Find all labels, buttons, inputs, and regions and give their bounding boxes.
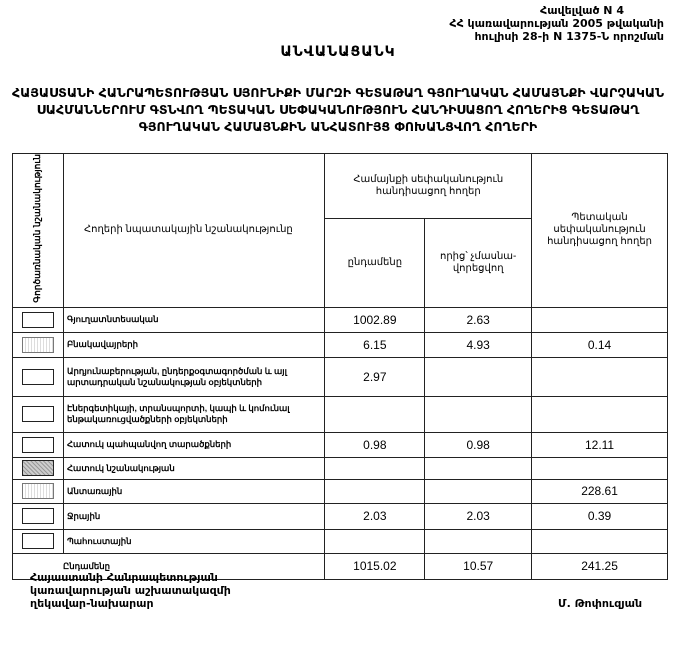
community-of-which [425, 529, 532, 553]
community-total: 2.03 [325, 503, 425, 529]
table-row [13, 307, 668, 332]
signature-line-1: Հայաստանի Հանրապետության [30, 571, 218, 584]
legend-cell [13, 432, 64, 457]
table-row [13, 457, 668, 479]
community-of-which [425, 457, 532, 479]
community-total: 0.98 [325, 432, 425, 457]
table-row [13, 396, 668, 432]
annex-date: հուլիսի 28-ի N 1375-Ն որոշման [474, 30, 664, 43]
annex-reference [449, 4, 664, 43]
header-state: Պետական սեփականություն հանդիսացող հողեր [532, 154, 668, 308]
land-purpose: Պահուստային [63, 529, 324, 553]
land-purpose: Գյուղատնտեսական [63, 307, 324, 332]
header-of-which: որից՝ չմասնա-վորեցվող [425, 219, 532, 307]
legend-cell [13, 529, 64, 553]
state-land: 12.11 [532, 432, 668, 457]
totals-state: 241.25 [532, 553, 668, 579]
community-total [325, 479, 425, 503]
land-table [12, 153, 668, 580]
land-purpose: Բնակավայրերի [63, 332, 324, 357]
annex-decree: ՀՀ կառավարության 2005 թվականի [449, 17, 664, 30]
header-purpose: Հողերի նպատակային նշանակությունը [63, 154, 324, 308]
community-of-which: 0.98 [425, 432, 532, 457]
legend-swatch [22, 437, 54, 453]
totals-label: Ընդամենը [13, 553, 325, 579]
legend-swatch [22, 406, 54, 422]
legend-swatch [22, 337, 54, 353]
header-total: ընդամենը [325, 219, 425, 307]
signature-line-2: կառավարության աշխատակազմի [30, 584, 231, 597]
legend-swatch [22, 533, 54, 549]
table-row [13, 503, 668, 529]
table-row [13, 332, 668, 357]
signer-name: Մ. Թոփուզյան [558, 597, 643, 610]
community-of-which [425, 479, 532, 503]
legend-swatch [22, 369, 54, 385]
legend-swatch [22, 483, 54, 499]
community-total [325, 529, 425, 553]
legend-cell [13, 357, 64, 396]
community-of-which: 4.93 [425, 332, 532, 357]
community-of-which [425, 357, 532, 396]
legend-swatch [22, 460, 54, 476]
signature-line-3: ղեկավար-նախարար [30, 597, 154, 610]
land-purpose: Անտառային [63, 479, 324, 503]
state-land [532, 396, 668, 432]
signature-block [30, 571, 231, 610]
legend-cell [13, 332, 64, 357]
land-purpose: Հատուկ նշանակության [63, 457, 324, 479]
state-land: 0.14 [532, 332, 668, 357]
community-total [325, 457, 425, 479]
table-row [13, 479, 668, 503]
state-land [532, 529, 668, 553]
legend-cell [13, 396, 64, 432]
annex-number: Հավելված N 4 [540, 4, 624, 17]
community-of-which: 2.03 [425, 503, 532, 529]
state-land [532, 307, 668, 332]
header-community: Համայնքի սեփականություն հանդիսացող հողեր [325, 154, 532, 219]
table-row [13, 432, 668, 457]
table-row [13, 529, 668, 553]
community-total [325, 396, 425, 432]
community-of-which [425, 396, 532, 432]
totals-total: 1015.02 [325, 553, 425, 579]
land-purpose: Ջրային [63, 503, 324, 529]
table-row [13, 357, 668, 396]
document-heading: ՀԱՅԱՍՏԱՆԻ ՀԱՆՐԱՊԵՏՈՒԹՅԱՆ ՍՅՈՒՆԻՔԻ ՄԱՐԶԻ ԳԵՏԱԹԱՂ ԳՅՈՒՂԱԿԱՆ ՀԱՄԱՅՆՔԻ ՎԱՐՉԱԿԱՆ ՍԱՀՄԱՆՆԵՐՈՒՄ ԳՏՆՎՈՂ ՊԵՏԱԿԱՆ ՍԵՓԱԿԱՆՈՒԹՅՈՒՆ ՀԱՆԴԻՍԱՑՈՂ ՀՈՂԵՐԻՑ ԳԵՏԱԹԱՂ ԳՅՈՒՂԱԿԱՆ ՀԱՄԱՅՆՔԻՆ ԱՆՀԱՏՈՒՅՑ ՓՈԽԱՆՑՎՈՂ ՀՈՂԵՐԻ [11, 85, 665, 134]
document-title: ԱՆՎԱՆԱՑԱՆԿ [280, 44, 396, 60]
legend-cell [13, 457, 64, 479]
community-total: 1002.89 [325, 307, 425, 332]
legend-cell [13, 479, 64, 503]
community-of-which: 2.63 [425, 307, 532, 332]
legend-swatch [22, 312, 54, 328]
land-purpose: Հատուկ պահպանվող տարածքների [63, 432, 324, 457]
state-land [532, 357, 668, 396]
legend-cell [13, 307, 64, 332]
state-land: 0.39 [532, 503, 668, 529]
community-total: 6.15 [325, 332, 425, 357]
land-purpose: Արդյունաբերության, ընդերքօգտագործման և այլ արտադրական նշանակության օբյեկտների [63, 357, 324, 396]
legend-swatch [22, 508, 54, 524]
community-total: 2.97 [325, 357, 425, 396]
totals-of-which: 10.57 [425, 553, 532, 579]
state-land [532, 457, 668, 479]
legend-cell [13, 503, 64, 529]
header-legend: Գործառնական նշանակություն [13, 154, 64, 308]
land-purpose: Էներգետիկայի, տրանսպորտի, կապի և կոմունալ ենթակառուցվածքների օբյեկտների [63, 396, 324, 432]
state-land: 228.61 [532, 479, 668, 503]
